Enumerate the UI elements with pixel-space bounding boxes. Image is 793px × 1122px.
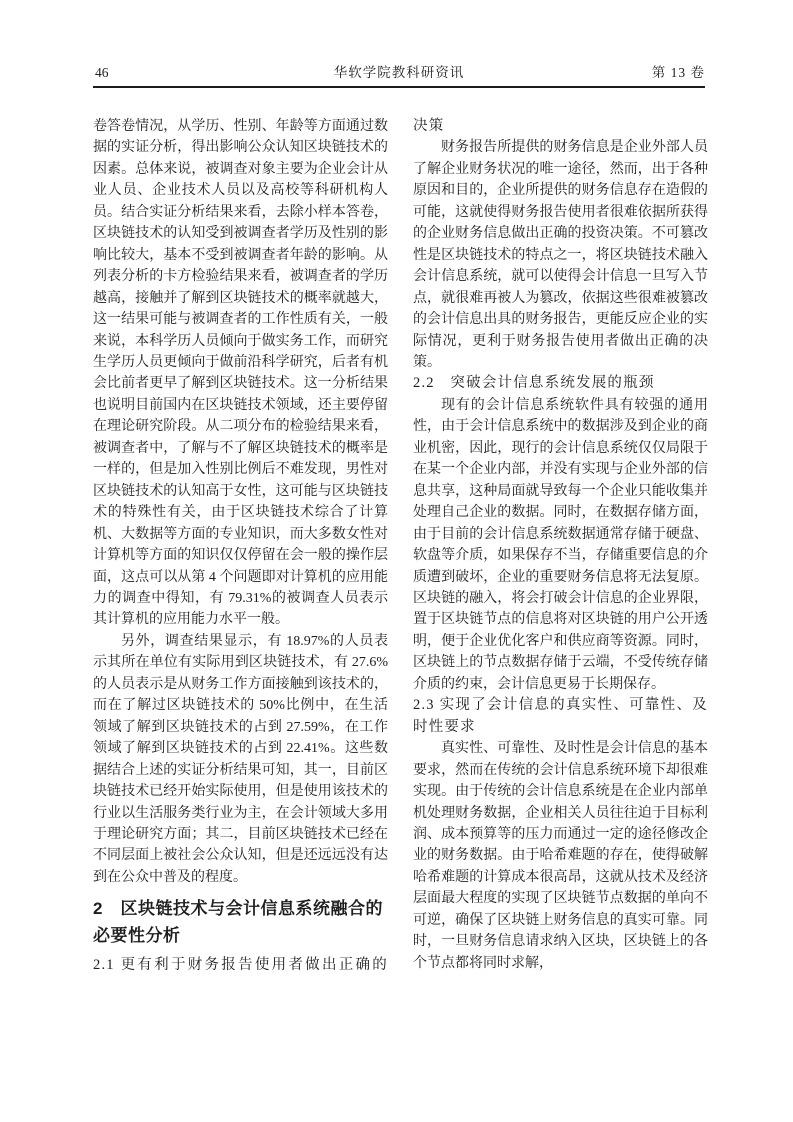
running-header xyxy=(93,64,705,84)
page-number: 46 xyxy=(95,65,109,80)
paragraph: 财务报告所提供的财务信息是企业外部人员了解企业财务状况的唯一途径，然而，出于各种原因和目的，企业所提供的财务信息存在造假的可能，这就使得财务报告使用者很难依据所获得的企业财务信息做出正确的投资决策。不可篡改性是区块链技术的特点之一，将区块链技术融入会计信息系统，就可以使得会计信息一旦写入节点，就很难再被人为篡改，依据这些很难被篡改的会计信息出具的财务报告，更能反应企业的实际情况，更利于财务报告使用者做出正确的决策。 xyxy=(413,140,708,370)
section-heading: 2 区块链技术与会计信息系统融合的必要性分析 xyxy=(93,899,383,946)
subsection-heading: 2.1 更有利于财务报告使用者做出正确的 xyxy=(93,957,388,974)
subsection-heading: 决策 xyxy=(413,118,445,134)
paragraph: 现有的会计信息系统软件具有较强的通用性，由于会计信息系统中的数据涉及到企业的商业机密，因此，现行的会计信息系统仅仅局限于在某一个企业内部，并没有实现与企业外部的信息共享，这种局面就导致每一个企业只能收集并处理自己企业的数据。同时，在数据存储方面，由于目前的会计信息系统数据通常存储于硬盘、软盘等介质，如果保存不当，存储重要信息的介质遭到破坏，企业的重要财务信息将无法复原。区块链的融入，将会打破会计信息的企业界限，置于区块链节点的信息将对区块链的用户公开透明，便于企业优化客户和供应商等资源。同时，区块链上的节点数据存储于云端，不受传统存储介质的约束，会计信息更易于长期保存。 xyxy=(413,397,708,692)
journal-title: 华软学院教科研资讯 xyxy=(333,65,465,80)
paragraph: 真实性、可靠性、及时性是会计信息的基本要求，然而在传统的会计信息系统环境下却很难实现。由于传统的会计信息系统是在企业内部单机处理财务数据，企业相关人员往往迫于目标利润、成本预算等的压力而通过一定的途径修改企业的财务数据。由于哈希难题的存在，使得破解哈希难题的计算成本很高昂，这就从技术及经济层面最大程度的实现了区块链节点数据的单向不可逆，确保了区块链上财务信息的真实可靠。同时，一旦财务信息请求纳入区块，区块链上的各个节点都将同时求解， xyxy=(413,741,708,971)
header-rule xyxy=(93,86,705,88)
paragraph: 另外，调查结果显示，有 18.97%的人员表示其所在单位有实际用到区块链技术，有 27.6%的人员表示是从财务工作方面接触到该技术的，而在了解过区块链技术的 50%比例中，在生活领域了解到区块链技术的占到 27.59%，在工作领域了解到区块链技术的占到 22.41%。这些数据结合上述的实证分析结果可知，其一，目前区块链技术已经开始实际使用，但是使用该技术的行业以生活服务类行业为主，在会计领域大多用于理论研究方面；其二，目前区块链技术已经在不同层面上被社会公众认知，但是还远远没有达到在公众中普及的程度。 xyxy=(93,633,388,885)
text-column-left xyxy=(93,116,388,977)
subsection-heading: 2.3 实现了会计信息的真实性、可靠性、及时性要求 xyxy=(413,697,708,735)
text-column-right xyxy=(413,116,708,974)
volume-label: 第 13 卷 xyxy=(651,65,705,80)
paragraph: 卷答卷情况，从学历、性别、年龄等方面通过数据的实证分析，得出影响公众认知区块链技术的因素。总体来说，被调查对象主要为企业会计从业人员、企业技术人员以及高校等科研机构人员。结合实证分析结果来看，去除小样本答卷，区块链技术的认知受到被调查者学历及性别的影响比较大，基本不受到被调查者年龄的影响。从列表分析的卡方检验结果来看，被调查者的学历越高，接触并了解到区块链技术的概率就越大，这一结果可能与被调查者的工作性质有关，一般来说，本科学历人员倾向于做实务工作，而研究生学历人员更倾向于做前沿科学研究，后者有机会比前者更早了解到区块链技术。这一分析结果也说明目前国内在区块链技术领域，还主要停留在理论研究阶段。从二项分布的检验结果来看，被调查者中，了解与不了解区块链技术的概率是一样的，但是加入性别比例后不难发现，男性对区块链技术的认知高于女性，这可能与区块链技术的特殊性有关，由于区块链技术综合了计算机、大数据等方面的专业知识，而大多数女性对计算机等方面的知识仅仅停留在会一般的操作层面，这点可以从第 4 个问题即对计算机的应用能力的调查中得知，有 79.31%的被调查人员表示其计算机的应用能力水平一般。 xyxy=(93,119,388,628)
subsection-heading: 2.2 突破会计信息系统发展的瓶颈 xyxy=(413,375,655,392)
